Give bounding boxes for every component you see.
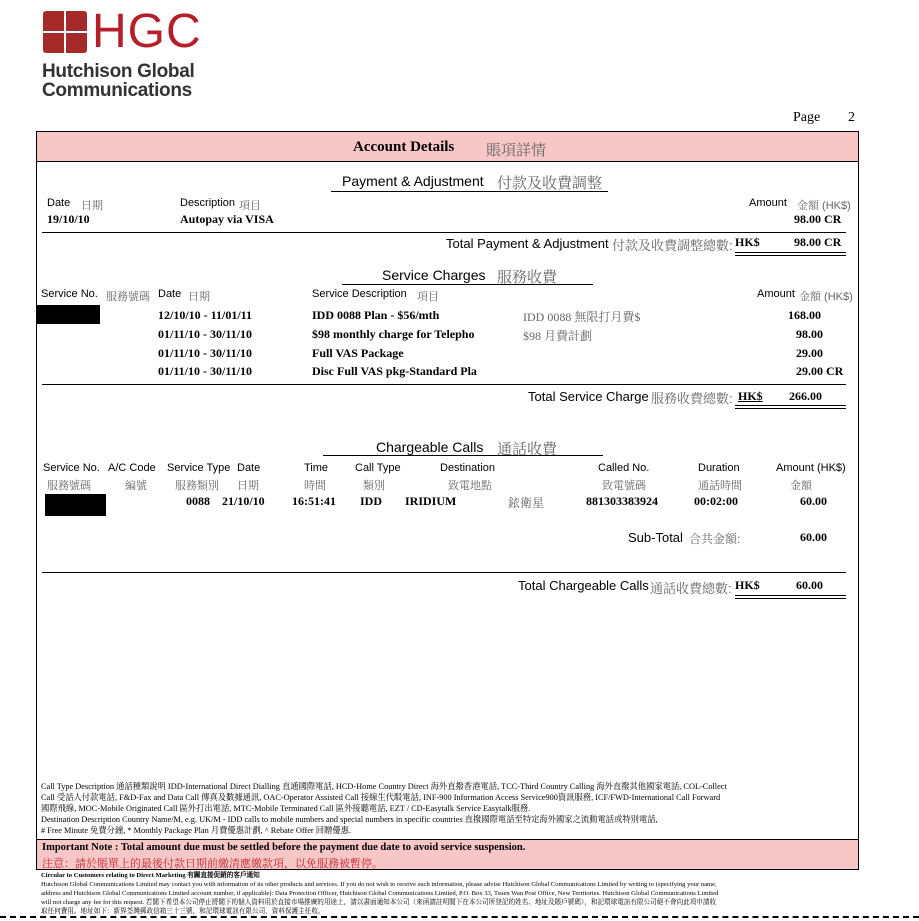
payment-total-currency: HK$ <box>735 235 760 249</box>
calls-total-currency: HK$ <box>735 578 760 592</box>
call-row-called-no: 881303383924 <box>586 494 658 508</box>
calls-total-label-en: Total Chargeable Calls <box>518 578 649 593</box>
service-total-label-en: Total Service Charge <box>528 389 649 404</box>
service-total-amount: 266.00 <box>789 389 822 403</box>
service-row-date: 01/11/10 - 30/11/10 <box>158 364 253 378</box>
circular-line: address and Hutchison Global Communications Limited account number, if applicable): Data Protection Officer, Hutchison Global Communications Limited, P.O. Box 33, Tsuen Wan Post Office, New Territories. Hutchison Global Communications Limited <box>41 890 719 897</box>
notes-line: Call Type Description 通話種類說明 IDD-International Direct Dialling 直通國際電話, HCD-Home Country Direct 海外直撥香港電話, TCC-Third Country Calling 海外直撥其他國家電話, COL-Collect <box>41 782 727 791</box>
call-row-call-type: IDD <box>360 494 383 508</box>
payment-row-desc: Autopay via VISA <box>180 212 274 226</box>
page-number: 2 <box>848 110 855 125</box>
service-col-amount-zh: 金額 (HK$) <box>799 291 853 303</box>
logo-company-line2: Communications <box>42 80 192 101</box>
calls-section-title-en: Chargeable Calls <box>376 439 484 455</box>
logo-hgc-text: HGC <box>92 5 202 58</box>
calls-col-duration-en: Duration <box>698 462 740 474</box>
payment-title-underline <box>331 191 608 192</box>
service-row-date: 01/11/10 - 30/11/10 <box>158 327 253 341</box>
calls-col-time-zh: 時間 <box>304 480 326 492</box>
service-row-cr: CR <box>826 364 844 378</box>
redacted-call-service-number <box>45 494 106 516</box>
call-row-destination-zh: 銥衛星 <box>508 496 545 510</box>
payment-col-desc-zh: 項目 <box>239 200 261 212</box>
calls-col-serviceno-zh: 服務號碼 <box>47 480 91 492</box>
service-row-amount: 168.00 <box>788 308 821 322</box>
account-details-title-zh: 賬項詳情 <box>486 142 547 159</box>
calls-subtotal-label-zh: 合共金額: <box>689 532 741 546</box>
payment-total-label-en: Total Payment & Adjustment <box>446 236 609 251</box>
calls-subtotal-amount: 60.00 <box>800 530 827 544</box>
service-total-currency: HK$ <box>738 389 763 403</box>
payment-total-double-underline-2 <box>735 255 846 256</box>
service-row-desc: Disc Full VAS pkg-Standard Pla <box>312 364 477 378</box>
account-details-title-en: Account Details <box>353 139 455 155</box>
service-row-date: 12/10/10 - 11/01/11 <box>158 308 253 322</box>
call-row-destination: IRIDIUM <box>405 494 457 508</box>
call-type-notes <box>41 781 856 836</box>
calls-col-calledno-en: Called No. <box>598 462 650 474</box>
calls-total-amount: 60.00 <box>796 578 823 592</box>
service-total-double-underline-2 <box>735 408 846 409</box>
payment-total-line <box>42 232 846 233</box>
service-row-desc: $98 monthly charge for Telepho <box>312 327 475 341</box>
calls-total-label-zh: 通話收費總數: <box>650 581 732 596</box>
call-row-time: 16:51:41 <box>292 494 336 508</box>
calls-col-calltype-zh: 類別 <box>363 480 385 492</box>
payment-col-date-en: Date <box>47 197 71 209</box>
notes-line: Call 受話人付款電話, F&D-Fax and Data Call 傳真及數據通訊, OAC-Operator Assisted Call 接線生代駁電話, INF-900 Information Access Service900資訊服務, ICF/FWD-International Call Forward <box>41 793 721 802</box>
calls-col-amount-en: Amount (HK$) <box>776 462 846 474</box>
service-col-amount-en: Amount <box>757 288 795 300</box>
service-section-title-en: Service Charges <box>382 267 486 283</box>
circular-line: will not charge any fee for this request. 若閣下希望本公司停止將閣下的個人資料用於直接市場推廣的用途上，請以書面通知本公司（來函請註明閣下在本公司所登記的姓名、地址及賬戶號碼），和記環球電訊有限公司絕不會向此項申請收 <box>41 899 717 906</box>
calls-total-double-underline-1 <box>735 595 846 596</box>
call-row-service-type: 0088 <box>186 494 210 508</box>
calls-col-servicetype-en: Service Type <box>167 462 231 474</box>
perforation-line <box>0 916 919 918</box>
logo-company-line1: Hutchison Global <box>42 61 195 82</box>
page-label: Page <box>793 110 821 125</box>
notes-line: 國際飛線, MOC-Mobile Originated Call 區外打出電話, MTC-Mobile Terminated Call 區外接聽電話, EZT / CD-Easytalk Service Easytalk服務. <box>41 804 531 813</box>
calls-col-date-zh: 日期 <box>237 480 259 492</box>
service-row-amount: 29.00 <box>796 346 823 360</box>
notes-line: # Free Minute 免費分鐘, * Monthly Package Plan 月費優惠計劃, ^ Rebate Offer 回贈優惠. <box>41 826 351 835</box>
service-row-desc: Full VAS Package <box>312 346 404 360</box>
service-total-double-underline-1 <box>735 405 846 406</box>
service-col-date-zh: 日期 <box>188 291 210 303</box>
service-col-serviceno-zh: 服務號碼 <box>106 291 150 303</box>
circular-line: Hutchison Global Communications Limited may contact you with information of its other products and services. If you do not wish to receive such information, please advise Hutchison Global Communications Limited by writing to (specifying your name, <box>41 881 717 888</box>
payment-total-double-underline-1 <box>735 252 846 253</box>
circular-title: Circular to Customers relating to Direct Marketing 有關直接促銷的客戶通知 <box>41 872 260 879</box>
service-row-desc-zh: $98 月費計劃 <box>523 329 593 343</box>
calls-col-servicetype-zh: 服務類別 <box>175 480 219 492</box>
service-row-desc: IDD 0088 Plan - $56/mth <box>312 308 440 322</box>
redacted-service-number <box>37 305 100 324</box>
service-row-date: 01/11/10 - 30/11/10 <box>158 346 253 360</box>
important-note-zh: 注意：請於賬單上的最後付款日期前繳清應繳款項，以免服務被暫停。 <box>42 858 383 870</box>
important-note-en: Important Note : Total amount due must be settled before the payment due date to avoid service suspension. <box>42 842 526 853</box>
service-col-desc-en: Service Description <box>312 288 407 300</box>
payment-row-amount: 98.00 CR <box>794 212 842 226</box>
payment-section-title-zh: 付款及收費調整 <box>497 175 603 192</box>
payment-row-date: 19/10/10 <box>47 212 90 226</box>
calls-col-destination-zh: 致電地點 <box>448 480 492 492</box>
service-row-desc-zh: IDD 0088 無限打月費$ <box>523 310 641 324</box>
calls-col-calltype-en: Call Type <box>355 462 401 474</box>
payment-col-date-zh: 日期 <box>81 200 103 212</box>
service-title-underline <box>342 284 593 285</box>
calls-col-calledno-zh: 致電號碼 <box>602 480 646 492</box>
calls-title-underline <box>323 455 603 456</box>
calls-section-title-zh: 通話收費 <box>497 441 558 458</box>
service-row-amount: 29.00 <box>796 364 823 378</box>
payment-total-amount: 98.00 CR <box>794 235 842 249</box>
calls-total-line <box>42 572 846 573</box>
payment-col-amount-en: Amount <box>749 197 787 209</box>
calls-col-time-en: Time <box>304 462 329 474</box>
service-row-amount: 98.00 <box>796 327 823 341</box>
circular-line: 取任何費用。地址如下：新界荃灣郵政信箱三十三號，和記環球電訊有限公司，資料保護主任收。 <box>41 908 325 915</box>
service-col-serviceno-en: Service No. <box>41 288 98 300</box>
direct-marketing-circular <box>41 871 859 916</box>
service-total-line <box>42 384 846 385</box>
call-row-duration: 00:02:00 <box>694 494 738 508</box>
calls-col-accode-en: A/C Code <box>108 462 156 474</box>
calls-col-destination-en: Destination <box>440 462 496 474</box>
notes-line: Destination Description Country Name/M, e.g. UK/M - IDD calls to mobile numbers and special numbers in specific countries 直撥國際電話至特定海外國家之流動電話或特別電話, <box>41 815 658 824</box>
payment-col-amount-zh: 金額 (HK$) <box>797 200 851 212</box>
service-total-label-zh: 服務收費總數: <box>651 391 733 406</box>
calls-col-accode-zh: 編號 <box>125 480 147 492</box>
calls-total-double-underline-2 <box>735 598 846 599</box>
calls-col-amount-zh: 金額 <box>790 480 812 492</box>
call-row-date: 21/10/10 <box>222 494 265 508</box>
service-section-title-zh: 服務收費 <box>497 269 558 286</box>
calls-subtotal-label-en: Sub-Total <box>628 530 683 545</box>
calls-col-duration-zh: 通話時間 <box>698 480 742 492</box>
calls-col-serviceno-en: Service No. <box>43 462 100 474</box>
calls-col-date-en: Date <box>237 462 261 474</box>
service-col-desc-zh: 項目 <box>417 291 439 303</box>
service-col-date-en: Date <box>158 288 182 300</box>
payment-col-desc-en: Description <box>180 197 236 209</box>
call-row-amount: 60.00 <box>800 494 827 508</box>
payment-total-label-zh: 付款及收費調整總數: <box>612 238 733 253</box>
payment-section-title-en: Payment & Adjustment <box>342 173 484 189</box>
